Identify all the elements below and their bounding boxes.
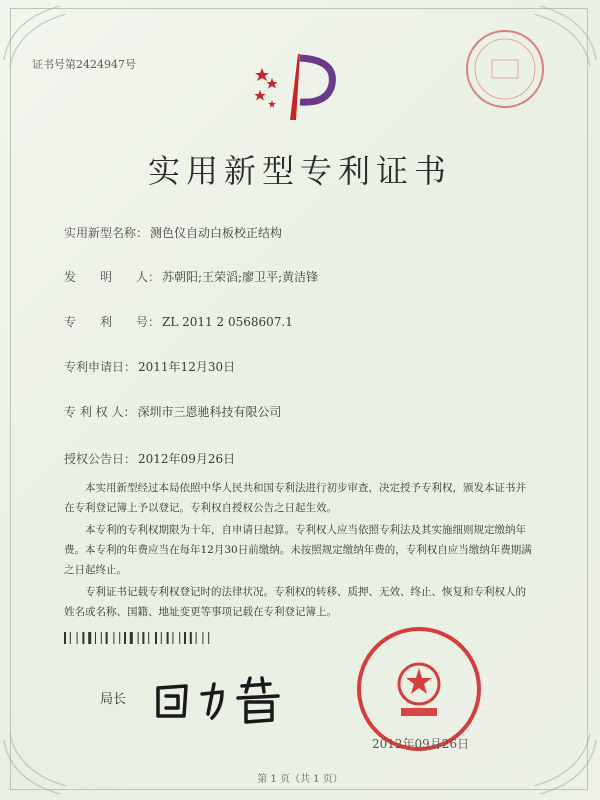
field-value: 苏朝阳;王荣滔;廖卫平;黄洁锋 [162, 270, 319, 284]
page-footer: 第 1 页（共 1 页） [257, 774, 343, 785]
field-value: 深圳市三恩驰科技有限公司 [137, 405, 282, 419]
field-label: 发 明 人： [64, 270, 161, 284]
certificate-body [64, 478, 532, 624]
top-seal-stamp [462, 26, 548, 112]
director-signature [150, 668, 300, 728]
certificate-number: 证书号第2424947号 [32, 58, 136, 71]
patent-office-logo [246, 50, 342, 122]
field-label: 专 利 号： [64, 315, 161, 329]
field-value: 2012年09月26日 [138, 452, 236, 466]
field-value: ZL 2011 2 0568607.1 [162, 315, 293, 329]
field-utility-model-name [64, 224, 282, 241]
field-label: 实用新型名称： [64, 226, 149, 240]
field-value: 测色仪自动白板校正结构 [150, 226, 283, 240]
field-application-date [64, 358, 235, 375]
body-paragraph: 本专利的专利权期限为十年，自申请日起算。专利权人应当依照专利法及其实施细则规定缴纳年费。本专利的年费应当在每年12月30日前缴纳。未按照规定缴纳年费的，专利权自应当缴纳年费期满之日起终止。 [64, 524, 532, 576]
field-patent-number [64, 313, 293, 330]
field-grant-date [64, 450, 235, 467]
barcode [64, 632, 254, 644]
corner-ornament-bottom-right [530, 730, 600, 800]
field-label: 授权公告日： [64, 452, 137, 466]
body-paragraph: 本实用新型经过本局依照中华人民共和国专利法进行初步审查，决定授予专利权，颁发本证书并在专利登记簿上予以登记。专利权自授权公告之日起生效。 [64, 482, 526, 514]
body-paragraph: 专利证书记载专利权登记时的法律状况。专利权的转移、质押、无效、终止、恢复和专利权人的姓名或名称、国籍、地址变更等事项记载在专利登记簿上。 [64, 586, 526, 618]
field-patentee [64, 403, 281, 420]
certificate-title: 实用新型专利证书 [147, 152, 452, 190]
field-label: 专 利 权 人： [64, 405, 136, 419]
corner-ornament-bottom-left [0, 730, 70, 800]
director-label: 局长 [100, 692, 127, 707]
field-value: 2011年12月30日 [138, 360, 236, 374]
field-label: 专利申请日： [64, 360, 137, 374]
field-inventors [64, 268, 318, 285]
seal-date: 2012年09月26日 [372, 737, 470, 751]
